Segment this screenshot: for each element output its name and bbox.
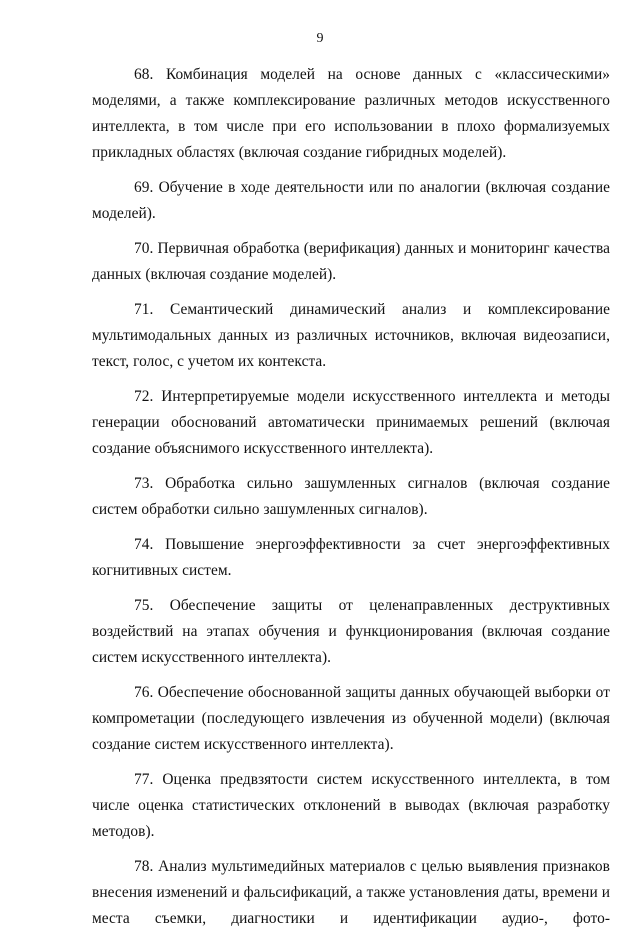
paragraph-70: 70. Первичная обработка (верификация) данных и мониторинг качества данных (включая создание моделей).	[92, 240, 610, 283]
paragraph-78: 78. Анализ мультимедийных материалов с целью выявления признаков внесения изменений и фальсификаций, а также установления даты, времени и места съемки, диагностики и идентификации аудио-, фото-	[92, 858, 610, 927]
paragraph-75: 75. Обеспечение защиты от целенаправленных деструктивных воздействий на этапах обучения и функционирования (включая создание систем искусственного интеллекта).	[92, 597, 610, 666]
page-number: 9	[316, 31, 324, 46]
paragraph-76: 76. Обеспечение обоснованной защиты данных обучающей выборки от компрометации (последующего извлечения из обученной модели) (включая создание систем искусственного интеллекта).	[92, 684, 610, 753]
paragraph-72: 72. Интерпретируемые модели искусственного интеллекта и методы генерации обоснований автоматически принимаемых решений (включая создание объяснимого искусственного интеллекта).	[92, 388, 610, 457]
paragraph-77: 77. Оценка предвзятости систем искусственного интеллекта, в том числе оценка статистических отклонений в выводах (включая разработку методов).	[92, 771, 610, 840]
paragraph-73: 73. Обработка сильно зашумленных сигналов (включая создание систем обработки сильно зашумленных сигналов).	[92, 475, 610, 518]
paragraph-69: 69. Обучение в ходе деятельности или по аналогии (включая создание моделей).	[92, 179, 610, 222]
paragraph-74: 74. Повышение энергоэффективности за счет энергоэффективных когнитивных систем.	[92, 536, 610, 579]
document-body	[92, 62, 610, 941]
paragraph-71: 71. Семантический динамический анализ и комплексирование мультимодальных данных из различных источников, включая видеозаписи, текст, голос, с учетом их контекста.	[92, 301, 610, 370]
paragraph-68: 68. Комбинация моделей на основе данных с «классическими» моделями, а также комплексирование различных методов искусственного интеллекта, в том числе при его использовании в плохо формализуемых прикладных областях (включая создание гибридных моделей).	[92, 66, 610, 161]
